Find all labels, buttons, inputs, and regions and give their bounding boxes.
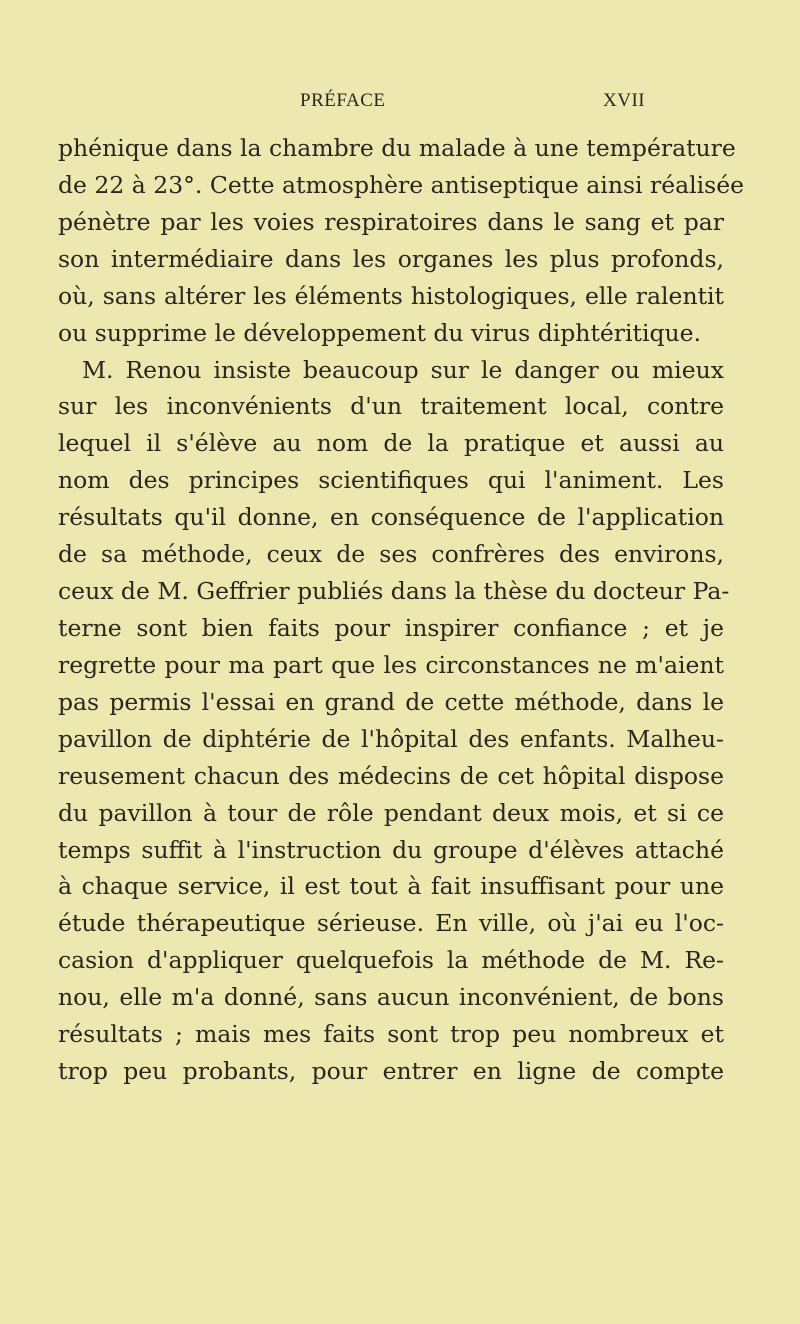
text-line: nou, elle m'a donné, sans aucun inconvénient, de bons xyxy=(58,983,724,1012)
text-line: ou supprime le développement du virus diphtéritique. xyxy=(58,318,702,347)
text-line: temps suffit à l'instruction du groupe d'élèves attaché xyxy=(58,835,724,864)
body-text xyxy=(58,130,745,1090)
running-head xyxy=(0,90,800,116)
text-line: pas permis l'essai en grand de cette méthode, dans le xyxy=(58,687,724,716)
text-line: résultats qu'il donne, en conséquence de l'application xyxy=(58,503,724,532)
text-line: où, sans altérer les éléments histologiques, elle ralentit xyxy=(58,281,724,310)
text-line: résultats ; mais mes faits sont trop peu nombreux et xyxy=(58,1020,724,1049)
text-line: à chaque service, il est tout à fait insuffisant pour une xyxy=(58,872,724,901)
text-line: trop peu probants, pour entrer en ligne de compte xyxy=(58,1057,724,1086)
text-line: de 22 à 23°. Cette atmosphère antiseptique ainsi réalisée xyxy=(58,170,745,199)
text-line: regrette pour ma part que les circonstances ne m'aient xyxy=(58,650,724,679)
text-line: étude thérapeutique sérieuse. En ville, où j'ai eu l'oc- xyxy=(58,909,724,938)
text-line: casion d'appliquer quelquefois la méthode de M. Re- xyxy=(58,946,724,975)
text-line: de sa méthode, ceux de ses confrères des environs, xyxy=(58,540,724,569)
running-title: PRÉFACE xyxy=(300,90,386,111)
text-line: phénique dans la chambre du malade à une température xyxy=(58,134,736,162)
text-line: ceux de M. Geffrier publiés dans la thèse du docteur Pa- xyxy=(58,577,730,606)
text-line: nom des principes scientifiques qui l'animent. Les xyxy=(58,466,724,495)
text-line: lequel il s'élève au nom de la pratique et aussi au xyxy=(58,429,724,458)
text-line: reusement chacun des médecins de cet hôpital dispose xyxy=(58,761,724,790)
text-line: terne sont bien faits pour inspirer confiance ; et je xyxy=(58,613,724,642)
page-number: XVII xyxy=(603,90,646,111)
text-line: pavillon de diphtérie de l'hôpital des enfants. Malheu- xyxy=(58,724,724,753)
text-line: pénètre par les voies respiratoires dans le sang et par xyxy=(58,207,724,236)
text-line: M. Renou insiste beaucoup sur le danger ou mieux xyxy=(82,355,724,384)
text-line: du pavillon à tour de rôle pendant deux mois, et si ce xyxy=(58,798,724,827)
text-line: son intermédiaire dans les organes les plus profonds, xyxy=(58,244,724,273)
text-line: sur les inconvénients d'un traitement local, contre xyxy=(58,392,724,421)
